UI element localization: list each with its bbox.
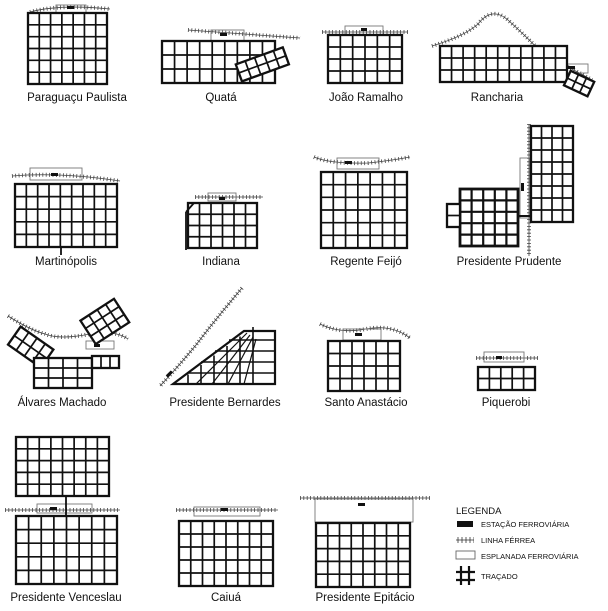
plan-quata [162, 30, 300, 83]
plan-presidente-venceslau [5, 437, 120, 584]
town-grid-outline [15, 184, 117, 247]
railway-ties [320, 324, 410, 338]
town-label-joao-ramalho: João Ramalho [328, 92, 404, 104]
legend-title: LEGENDA [456, 506, 502, 517]
plan-rancharia-diagonal [564, 71, 594, 96]
railway-esplanade [315, 499, 413, 522]
town-label-regente-feijo: Regente Feijó [330, 256, 402, 268]
town-label-santo-anastacio: Santo Anastácio [324, 397, 408, 409]
railway-station [51, 173, 58, 176]
legend-esplanade-symbol [456, 551, 475, 559]
town-label-paraguacu-paulista: Paraguaçu Paulista [27, 92, 127, 104]
town-label-alvares-machado: Álvares Machado [17, 397, 107, 409]
legend-station-label: ESTAÇÃO FERROVIÁRIA [481, 520, 570, 529]
plan-caiua [176, 507, 278, 586]
railway-station [358, 503, 365, 506]
railway-line [320, 324, 410, 338]
town-grid-outline [460, 189, 518, 246]
railway-station [50, 507, 57, 510]
plan-paraguacu-paulista [28, 5, 110, 84]
plan-piquerobi [476, 352, 538, 390]
railway-station [568, 66, 575, 69]
town-label-presidente-venceslau: Presidente Venceslau [10, 592, 122, 604]
plan-santo-anastacio [320, 324, 410, 391]
town-grid-outline [440, 46, 567, 82]
railway-station [521, 183, 524, 191]
plan-rancharia [432, 14, 594, 96]
plan-presidente-epitacio [300, 498, 430, 587]
railway-station [220, 33, 227, 36]
town-label-presidente-bernardes: Presidente Bernardes [169, 397, 281, 409]
plan-joao-ramalho [322, 26, 408, 83]
legend-esplanade-label: ESPLANADA FERROVIÁRIA [481, 552, 579, 561]
railway-station [67, 6, 74, 9]
town-label-presidente-prudente: Presidente Prudente [456, 256, 562, 268]
legend-station-symbol [457, 521, 473, 527]
town-label-quata: Quatá [205, 92, 237, 104]
town-label-martinopolis: Martinópolis [35, 256, 97, 268]
railway-station [345, 161, 352, 164]
town-label-presidente-epitacio: Presidente Epitácio [315, 592, 415, 604]
town-label-rancharia: Rancharia [470, 92, 524, 104]
legend [456, 506, 579, 585]
legend-railway-label: LINHA FÉRREA [481, 536, 536, 545]
legend-railway-symbol [456, 537, 474, 543]
plan-alvares-machado [8, 299, 129, 388]
plan-regente-feijo [314, 157, 410, 248]
railway-station [355, 333, 362, 336]
plan-indiana [186, 193, 263, 250]
plan-presidente-bernardes [160, 288, 275, 386]
town-label-caiua: Caiuá [210, 592, 242, 604]
plan-presidente-prudente [447, 124, 573, 256]
legend-layout-symbol [456, 566, 475, 585]
plan-martinopolis [12, 168, 120, 255]
railway-station [219, 197, 225, 200]
town-label-indiana: Indiana [202, 256, 240, 268]
railway-station [221, 508, 228, 511]
railway-station [361, 28, 367, 31]
legend-layout-label: TRAÇADO [481, 572, 518, 581]
town-grid-outline [92, 356, 119, 368]
railway-station [496, 356, 502, 359]
town-label-piquerobi: Piquerobi [481, 397, 531, 409]
